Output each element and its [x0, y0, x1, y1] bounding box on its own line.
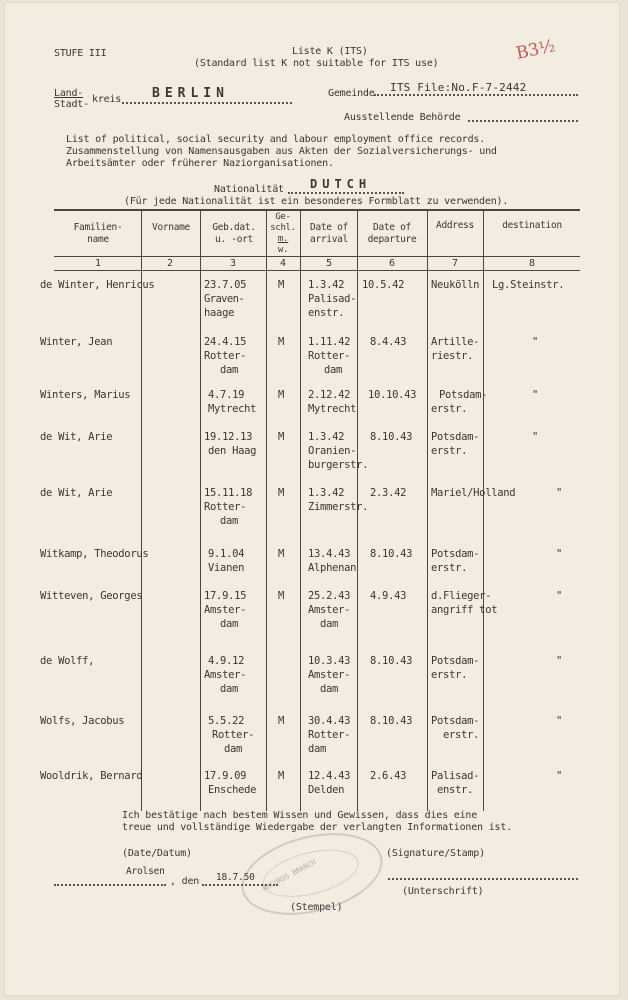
- familienname-cell: de Wolff,: [40, 655, 95, 667]
- geburt-cell: 24.4.15 Rotter- dam: [204, 336, 247, 376]
- destination-cell: ": [556, 487, 563, 499]
- geburt-cell: 4.9.12 Amster- dam: [204, 655, 247, 695]
- departure-cell: 2.3.42: [370, 487, 407, 499]
- familienname-cell: Witkamp, Theodorus: [40, 548, 149, 560]
- signature-dots: [388, 878, 578, 880]
- col-divider-4: [300, 209, 301, 811]
- arrival-cell: 2.12.42 Mytrecht: [308, 389, 357, 415]
- numbers-rule: [54, 270, 580, 271]
- destination-cell: ": [532, 431, 539, 443]
- destination-cell: ": [556, 770, 563, 782]
- familienname-cell: Winter, Jean: [40, 336, 113, 348]
- geburt-cell: 15.11.18 Rotter- dam: [204, 487, 253, 527]
- date-label: (Date/Datum): [122, 848, 192, 859]
- header-rule: [54, 256, 580, 257]
- handwritten-mark: B3½: [514, 36, 557, 64]
- geburt-cell: 17.9.09 Enschede: [204, 770, 257, 796]
- geburt-cell: 17.9.15 Amster- dam: [204, 590, 247, 630]
- intro-line-2: Zusammenstellung von Namensausgaben aus Akten der Sozialversicherungs- und: [66, 146, 497, 157]
- behoerde-dots: [468, 120, 578, 122]
- familienname-cell: de Wit, Arie: [40, 487, 113, 499]
- arrival-cell: 13.4.43 Alphenan: [308, 548, 357, 574]
- geschlecht-cell: M: [278, 715, 285, 727]
- intro-line-1: List of political, social security and labour employment office records.: [66, 134, 486, 145]
- unterschrift-label: (Unterschrift): [402, 886, 484, 897]
- destination-cell: ": [556, 715, 563, 727]
- geburt-cell: 9.1.04 Vianen: [208, 548, 245, 574]
- place-dots: [54, 884, 166, 886]
- arrival-cell: 12.4.43 Delden: [308, 770, 351, 796]
- departure-cell: 10.10.43: [368, 389, 417, 401]
- arrival-cell: 25.2.43 Amster- dam: [308, 590, 351, 630]
- stufe-label: STUFE III: [54, 48, 107, 59]
- geschlecht-cell: M: [278, 279, 285, 291]
- familienname-cell: Wooldrik, Bernard: [40, 770, 143, 782]
- geschlecht-cell: M: [278, 590, 285, 602]
- geschlecht-cell: M: [278, 336, 285, 348]
- address-cell: Artille- riestr.: [431, 336, 480, 362]
- geburt-cell: 23.7.05 Graven- haage: [204, 279, 247, 319]
- office-stamp: [233, 820, 391, 929]
- col-number: 2: [166, 258, 174, 269]
- col-divider-6: [427, 209, 428, 811]
- its-file-number: ITS File:No.F-7-2442: [390, 81, 527, 94]
- departure-cell: 8.4.43: [370, 336, 407, 348]
- col-header-destination: destination: [502, 220, 562, 231]
- intro-line-3: Arbeitsämter oder früherer Naziorganisationen.: [66, 158, 334, 169]
- col-number: 5: [325, 258, 333, 269]
- departure-cell: 4.9.43: [370, 590, 407, 602]
- gemeinde-dots: [374, 94, 578, 96]
- office-stamp-text: RECORDS BRANCH: [261, 858, 318, 893]
- departure-cell: 8.10.43: [370, 431, 413, 443]
- col-header-geschlecht: Ge- schl. m. w.: [270, 212, 296, 255]
- stadt-label: Stadt-: [54, 99, 89, 110]
- address-cell: Potsdam- erstr.: [431, 655, 480, 681]
- departure-cell: 10.5.42: [362, 279, 405, 291]
- arrival-cell: 30.4.43 Rotter- dam: [308, 715, 351, 755]
- col-header-address: Address: [436, 220, 474, 231]
- address-cell: Neukölln: [431, 279, 480, 291]
- address-cell: Potsdam- erstr.: [431, 715, 480, 741]
- nationality-note: (Für jede Nationalität ist ein besonderes Formblatt zu verwenden).: [124, 196, 509, 207]
- col-divider-1: [141, 209, 142, 811]
- departure-cell: 8.10.43: [370, 715, 413, 727]
- destination-cell: ": [556, 655, 563, 667]
- den-label: , den: [170, 876, 200, 887]
- liste-title: Liste K (ITS): [292, 46, 368, 57]
- stempel-label: (Stempel): [290, 902, 343, 913]
- geschlecht-cell: M: [278, 770, 285, 782]
- departure-cell: 8.10.43: [370, 548, 413, 560]
- arrival-cell: 1.3.42 Zimmerstr.: [308, 487, 369, 513]
- geschlecht-cell: M: [278, 431, 285, 443]
- address-cell: Palisad- enstr.: [431, 770, 480, 796]
- confirmation-line-1: Ich bestätige nach bestem Wissen und Gewissen, dass dies eine: [122, 810, 478, 821]
- col-divider-2: [200, 209, 201, 811]
- destination-cell: Lg.Steinstr.: [492, 279, 565, 291]
- col-number: 7: [451, 258, 459, 269]
- arrival-cell: 1.11.42 Rotter- dam: [308, 336, 351, 376]
- geschlecht-cell: M: [278, 389, 285, 401]
- address-cell: Potsdam- erstr.: [431, 548, 480, 574]
- col-number: 6: [388, 258, 396, 269]
- document-page: [4, 2, 620, 996]
- nationality-label: Nationalität: [214, 184, 284, 195]
- arrival-cell: 1.3.42 Palisad- enstr.: [308, 279, 357, 319]
- office-stamp-inner-ring: [258, 841, 363, 905]
- departure-cell: 2.6.43: [370, 770, 407, 782]
- col-number: 8: [528, 258, 536, 269]
- geschlecht-cell: M: [278, 548, 285, 560]
- col-header-familienname: Familien- name: [73, 222, 123, 245]
- behoerde-label: Ausstellende Behörde: [344, 112, 461, 123]
- table-top-rule: [54, 209, 580, 211]
- gemeinde-label: Gemeinde: [328, 88, 375, 99]
- kreis-dots: [122, 102, 292, 104]
- arrival-cell: 10.3.43 Amster- dam: [308, 655, 351, 695]
- familienname-cell: de Winter, Henricus: [40, 279, 155, 291]
- familienname-cell: Winters, Marius: [40, 389, 131, 401]
- col-header-departure: Date of departure: [367, 222, 417, 245]
- destination-cell: ": [556, 590, 563, 602]
- kreis-label: kreis: [92, 94, 122, 105]
- kreis-value: BERLIN: [152, 86, 229, 101]
- destination-cell: ": [532, 336, 539, 348]
- nationality-value: DUTCH: [310, 177, 372, 191]
- col-number: 3: [229, 258, 237, 269]
- address-cell: d.Flieger- angriff tot: [431, 590, 498, 616]
- geburt-cell: 5.5.22 Rotter- dam: [208, 715, 255, 755]
- confirmation-line-2: treue und vollständige Wiedergabe der verlangten Informationen ist.: [122, 822, 512, 833]
- destination-cell: ": [556, 548, 563, 560]
- land-label: Land-: [54, 88, 84, 99]
- destination-cell: ": [532, 389, 539, 401]
- col-divider-3: [266, 209, 267, 811]
- col-number: 4: [279, 258, 287, 269]
- arrival-cell: 1.3.42 Oranien- burgerstr.: [308, 431, 369, 471]
- col-number: 1: [94, 258, 102, 269]
- col-header-geburt: Geb.dat. u. -ort: [212, 222, 256, 245]
- col-header-vorname: Vorname: [152, 222, 190, 233]
- address-cell: Mariel/Holland: [431, 487, 516, 499]
- place-value: Arolsen: [126, 866, 165, 877]
- geburt-cell: 19.12.13 den Haag: [204, 431, 257, 457]
- date-value: 18.7.50: [216, 872, 255, 883]
- address-cell: Potsdam- erstr.: [431, 431, 480, 457]
- departure-cell: 8.10.43: [370, 655, 413, 667]
- familienname-cell: Witteven, Georges: [40, 590, 143, 602]
- familienname-cell: Wolfs, Jacobus: [40, 715, 125, 727]
- signature-label: (Signature/Stamp): [386, 848, 485, 859]
- geschlecht-cell: M: [278, 487, 285, 499]
- address-cell: Potsdam- erstr.: [431, 389, 488, 415]
- nationality-dots: [288, 192, 404, 194]
- col-divider-7: [483, 209, 484, 811]
- col-header-arrival: Date of arrival: [310, 222, 348, 245]
- familienname-cell: de Wit, Arie: [40, 431, 113, 443]
- geburt-cell: 4.7.19 Mytrecht: [208, 389, 257, 415]
- liste-subtitle: (Standard list K not suitable for ITS use): [194, 58, 439, 69]
